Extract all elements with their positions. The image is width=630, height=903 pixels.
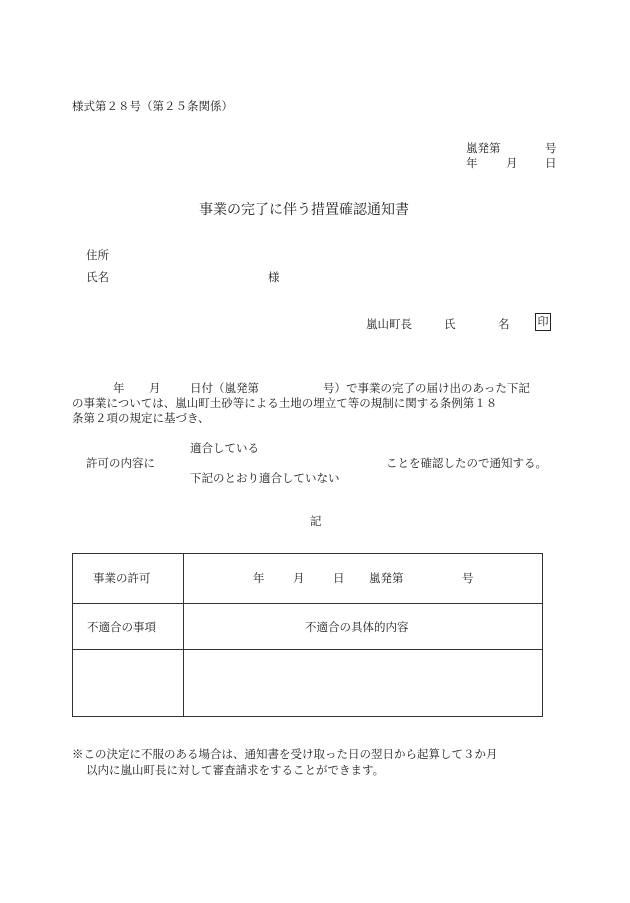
- form-number: 様式第２８号（第２５条関係）: [72, 99, 233, 113]
- note-line-1: ※この決定に不服のある場合は、通知書を受け取った日の翌日から起算して３か月: [72, 747, 498, 761]
- choice-option-nonconforming: 下記のとおり適合していない: [190, 471, 340, 485]
- document-title: 事業の完了に伴う措置確認通知書: [199, 202, 409, 218]
- doc-number-prefix: 嵐発第: [466, 141, 501, 155]
- body-year: 年: [113, 381, 125, 395]
- note-line-2: 以内に嵐山町長に対して審査請求をすることができます。: [86, 763, 385, 777]
- table-divider: [183, 554, 184, 716]
- choice-lead: 許可の内容に: [86, 456, 155, 470]
- permit-label: 事業の許可: [93, 571, 151, 585]
- ki-heading: 記: [310, 514, 322, 528]
- permit-month: 月: [293, 571, 305, 585]
- body-line3: 条第２項の規定に基づき、: [72, 411, 210, 425]
- body-month: 月: [149, 381, 161, 395]
- permit-number: 嵐発第: [369, 571, 404, 585]
- issuer-name-label-1: 氏: [444, 317, 456, 331]
- issuer-name-label-2: 名: [498, 317, 510, 331]
- honorific: 様: [268, 270, 280, 284]
- permit-day: 日: [333, 571, 345, 585]
- permit-go: 号: [462, 571, 474, 585]
- choice-tail: ことを確認したので通知する。: [386, 456, 547, 470]
- body-line2: の事業については、嵐山町土砂等による土地の埋立て等の規制に関する条例第１８: [72, 396, 498, 410]
- name-label: 氏名: [86, 270, 109, 284]
- address-label: 住所: [86, 248, 109, 262]
- body-line1-tail: 号）で事業の完了の届け出のあった下記: [323, 381, 530, 395]
- nonconformity-label: 不適合の事項: [87, 620, 156, 634]
- doc-date-month: 月: [506, 156, 518, 170]
- choice-option-conforming: 適合している: [190, 441, 259, 455]
- issuer-position: 嵐山町長: [366, 317, 412, 331]
- permit-year: 年: [253, 571, 265, 585]
- seal-box: 印: [535, 313, 551, 331]
- doc-number-suffix: 号: [545, 141, 557, 155]
- details-table: [72, 553, 543, 717]
- doc-date-year: 年: [466, 156, 478, 170]
- nonconformity-value: 不適合の具体的内容: [305, 620, 409, 634]
- body-date-ref: 日付（嵐発第: [190, 381, 259, 395]
- doc-date-day: 日: [545, 156, 557, 170]
